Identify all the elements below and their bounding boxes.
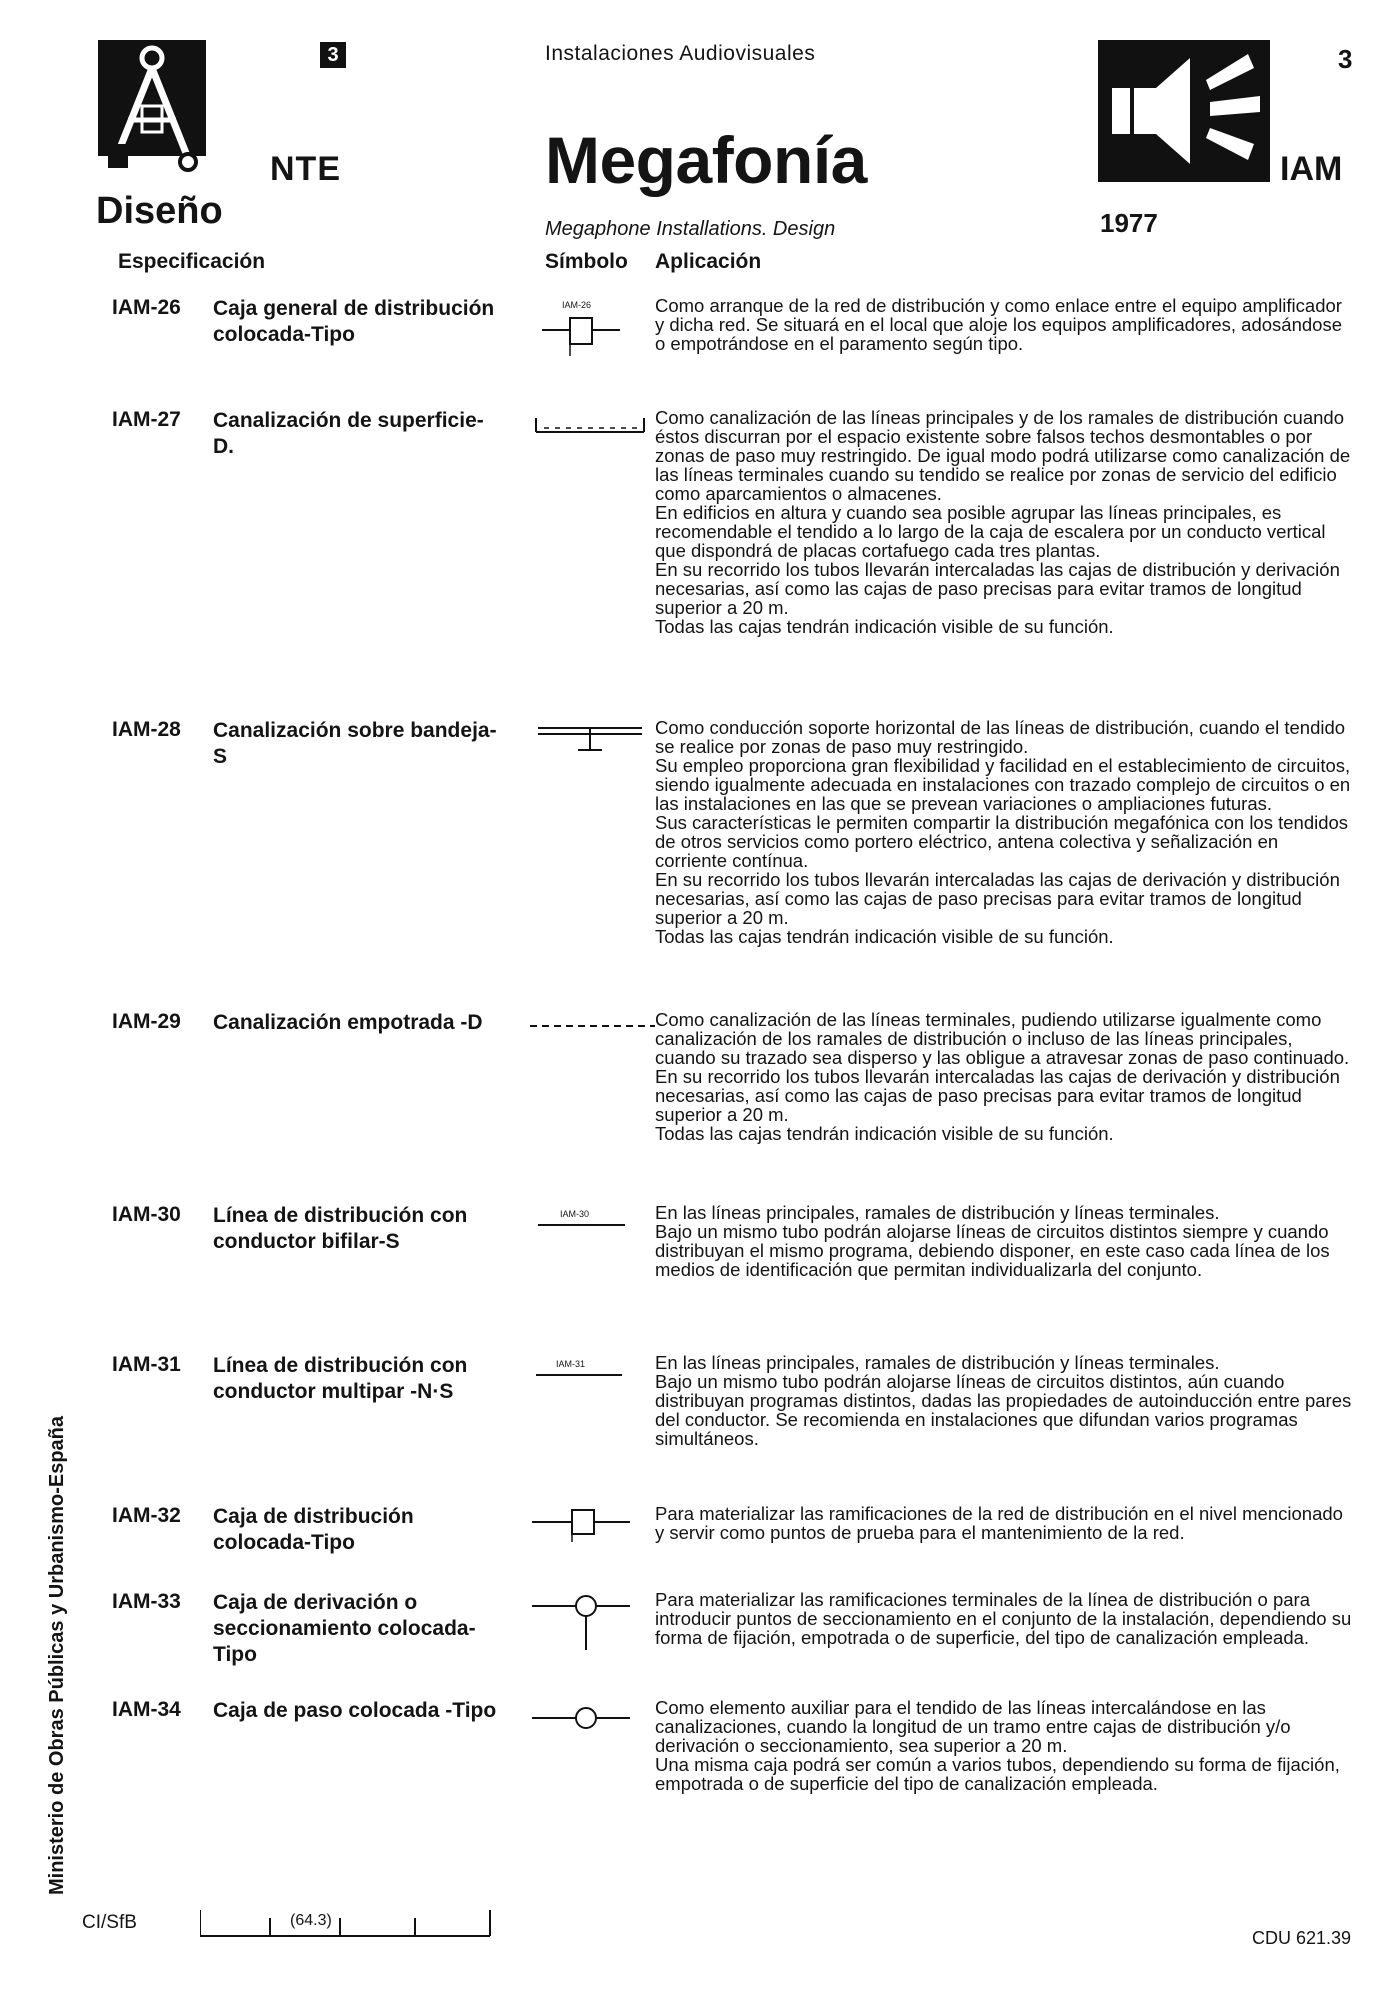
pull-box-symbol: [530, 1698, 655, 1758]
spec-name: Línea de distribución con conductor multipar -N·S: [213, 1354, 468, 1403]
spec-description: Como elemento auxiliar para el tendido de las líneas intercalándose en las canalizaciones, cuando la longitud de un tramo entre cajas de distribución y/o derivación o seccionamiento, sea superior a 20 m. Una misma caja podrá ser común a varios tubos, dependiendo su forma de fijación, empotrada o de superficie del tipo de canalización empleada.: [655, 1697, 1340, 1794]
publication-year: 1977: [1100, 208, 1158, 238]
spec-code: IAM-27: [112, 408, 181, 431]
spec-code: IAM-34: [112, 1698, 181, 1721]
spec-name: Canalización empotrada -D: [213, 1011, 483, 1034]
spec-description: Para materializar las ramificaciones de la red de distribución en el nivel mencionado y servir como puntos de prueba para el mantenimiento de la red.: [655, 1503, 1343, 1543]
page-subtitle: Megaphone Installations. Design: [545, 218, 836, 240]
symbol-label: IAM-31: [556, 1359, 586, 1369]
multipair-line-symbol: [530, 1353, 655, 1413]
cdu-code: CDU 621.39: [1252, 1928, 1352, 1948]
tray-conduit-symbol: [530, 718, 655, 778]
spec-name: Canalización sobre bandeja-S: [213, 719, 497, 768]
spec-description: Como canalización de las líneas terminales, pudiendo utilizarse igualmente como canalización de los ramales de distribución o incluso de las líneas principales, cuando su trazado sea disperso y las obligue a atravesar zonas de paso continuado. En su recorrido los tubos llevarán intercaladas las cajas de derivación y distribución necesarias, así como las cajas de paso precisas para evitar tramos de longitud superior a 20 m. Todas las cajas tendrán indicación visible de su función.: [655, 1009, 1350, 1144]
page-number: 3: [1338, 44, 1353, 74]
spec-code: IAM-31: [112, 1353, 181, 1376]
spec-name: Caja de paso colocada -Tipo: [213, 1699, 497, 1722]
spec-code: IAM-33: [112, 1590, 181, 1613]
spec-description: Como conducción soporte horizontal de las líneas de distribución, cuando el tendido se realice por zonas de paso muy restringido. Su empleo proporciona gran flexibilidad y facilidad en el establecimiento de circuitos, siendo igualmente adecuada en instalaciones con trazado complejo de circuitos o en las instalaciones en las que se prevean variaciones o ampliaciones futuras. Sus características le permiten compartir la distribución megafónica con los tendidos de otros servicios como portero eléctrico, antena colectiva y señalización en corriente contínua. En su recorrido los tubos llevarán intercaladas las cajas de derivación y distribución necesarias, así como las cajas de paso precisas para evitar tramos de longitud superior a 20 m. Todas las cajas tendrán indicación visible de su función.: [655, 717, 1351, 947]
bifilar-line-symbol: [530, 1203, 655, 1263]
distribution-box-symbol: [530, 1504, 655, 1564]
surface-conduit-symbol: [530, 408, 655, 468]
symbol-label: IAM-26: [562, 300, 592, 310]
embedded-conduit-symbol: [530, 1010, 655, 1070]
section-number-box: 3: [320, 42, 346, 68]
spec-code: IAM-26: [112, 296, 181, 319]
spec-name: Canalización de superficie-D.: [213, 409, 484, 458]
cisfb-code: (64.3): [290, 1912, 332, 1929]
junction-box-symbol: [530, 1590, 655, 1650]
spec-description: Como canalización de las líneas principales y de los ramales de distribución cuando éstos discurran por el espacio existente sobre falsos techos desmontables o por zonas de paso muy restringido. De igual modo podrá utilizarse como canalización de las líneas terminales cuando su tendido se realice por zonas de servicio del edificio como aparcamientos o almacenes. En edificios en altura y cuando sea posible agrupar las líneas principales, es recomendable el tendido a lo largo de la caja de escalera por un conducto vertical que dispondrá de placas cortafuego cada tres plantas. En su recorrido los tubos llevarán intercaladas las cajas de distribución y derivación necesarias, así como las cajas de paso precisas para evitar tramos de longitud superior a 20 m. Todas las cajas tendrán indicación visible de su función.: [655, 407, 1351, 637]
spec-name: Caja de distribución colocada-Tipo: [213, 1505, 414, 1554]
spec-code: IAM-28: [112, 718, 181, 741]
spec-description: Como arranque de la red de distribución y como enlace entre el equipo amplificador y dicha red. Se situará en el local que aloje los equipos amplificadores, adosándose o empotrándose en el paramento según tipo.: [655, 295, 1342, 354]
document-code: IAM: [1280, 150, 1343, 188]
column-header-symbol: Símbolo: [545, 250, 628, 273]
column-header-application: Aplicación: [655, 250, 762, 273]
spec-code: IAM-29: [112, 1010, 181, 1033]
spec-name: Caja de derivación o seccionamiento colocada-Tipo: [213, 1591, 476, 1666]
series-title: Instalaciones Audiovisuales: [545, 42, 816, 65]
spec-code: IAM-30: [112, 1203, 181, 1226]
page-title: Megafonía: [545, 123, 867, 197]
spec-name: Caja general de distribución colocada-Tipo: [213, 297, 495, 346]
symbol-label: IAM-30: [560, 1209, 590, 1219]
nte-label: NTE: [270, 150, 341, 188]
spec-description: Para materializar las ramificaciones terminales de la línea de distribución o para introducir puntos de seccionamiento en el conjunto de la instalación, dependiendo su forma de fijación, empotrada o de superficie, del tipo de canalización empleada.: [655, 1589, 1352, 1648]
cisfb-classification-boxes: [200, 1910, 500, 1940]
column-header-specification: Especificación: [118, 250, 266, 273]
nte-logo: [98, 40, 206, 178]
distribution-box-symbol: [530, 296, 655, 356]
cisfb-label: CI/SfB: [82, 1912, 137, 1933]
ministry-sidebar: Ministerio de Obras Públicas y Urbanismo-España: [46, 1415, 68, 1895]
loudspeaker-icon: [1098, 40, 1270, 182]
spec-description: En las líneas principales, ramales de distribución y líneas terminales. Bajo un mismo tubo podrán alojarse líneas de circuitos distintos, aún cuando distribuyan programas distintos, dadas las propiedades de autoinducción entre pares del conductor. Se recomienda en instalaciones que difundan varios programas simultáneos.: [655, 1352, 1352, 1449]
section-heading: Diseño: [96, 190, 223, 232]
spec-code: IAM-32: [112, 1504, 181, 1527]
spec-description: En las líneas principales, ramales de distribución y líneas terminales. Bajo un mismo tubo podrán alojarse líneas de circuitos distintos siempre y cuando distribuyan el mismo programa, debiendo disponer, en este caso cada línea de los medios de identificación que permitan individualizarla del conjunto.: [655, 1202, 1330, 1280]
spec-name: Línea de distribución con conductor bifilar-S: [213, 1204, 468, 1253]
